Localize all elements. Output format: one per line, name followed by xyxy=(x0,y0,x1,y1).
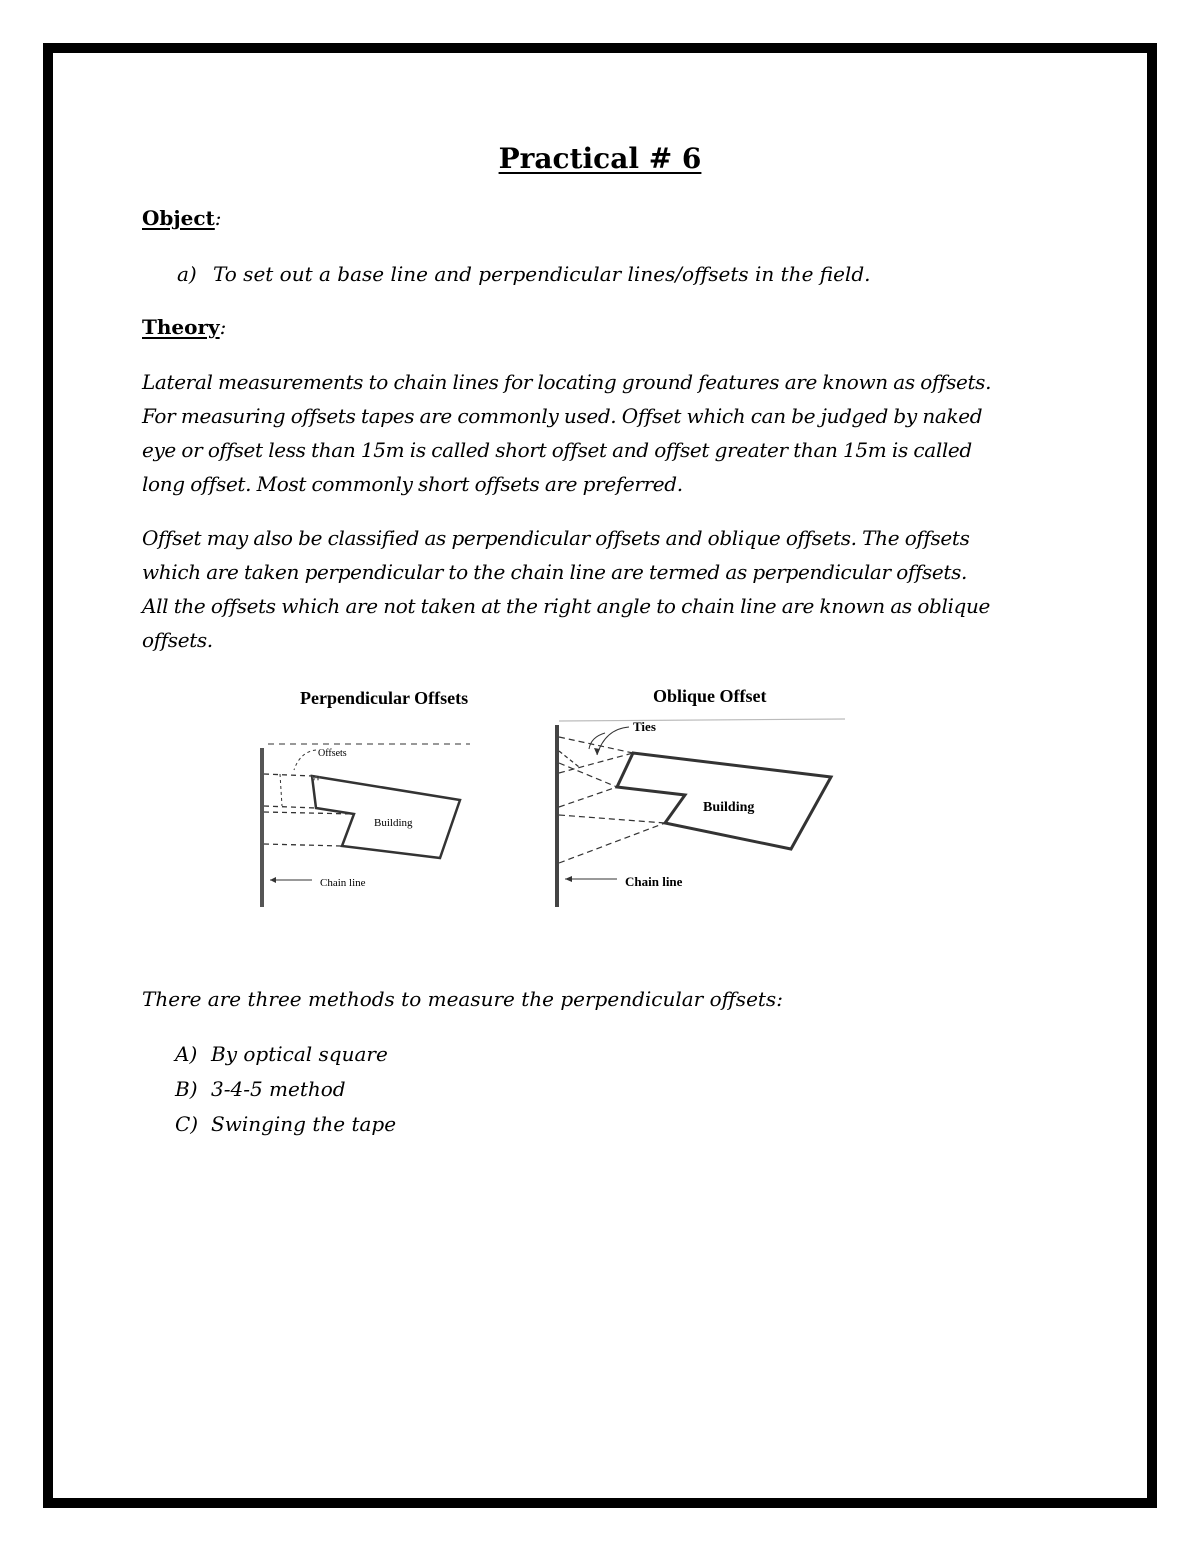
methods-intro: There are three methods to measure the perpendicular offsets: xyxy=(142,987,783,1011)
perpendicular-building-label: Building xyxy=(374,817,413,829)
theory-paragraph-1: Lateral measurements to chain lines for locating ground features are known as offsets. For measuring offsets tapes are commonly used. Offset which can be judged by naked eye or offset less than 15m is called short offset and offset greater than 15m is called long offset. Most commonly short offsets are preferred. xyxy=(142,370,992,496)
perpendicular-offsets-diagram xyxy=(250,730,480,915)
method-item-a: A) By optical square xyxy=(175,1042,388,1066)
perpendicular-offsets-label: Offsets xyxy=(318,748,347,759)
page-title: Practical # 6 xyxy=(498,142,702,175)
perpendicular-chain-label: Chain line xyxy=(320,877,366,889)
oblique-ties-label: Ties xyxy=(633,719,656,734)
oblique-offset-diagram xyxy=(545,715,850,915)
perpendicular-figure-title: Perpendicular Offsets xyxy=(300,688,469,708)
theory-heading: Theory: xyxy=(142,315,227,339)
method-item-b: B) 3-4-5 method xyxy=(175,1077,346,1101)
oblique-building-label: Building xyxy=(703,800,755,815)
theory-paragraph-2: Offset may also be classified as perpendicular offsets and oblique offsets. The offsets which are taken perpendicular to the chain line are termed as perpendicular offsets. All the offsets which are not taken at the right angle to chain line are known as oblique offsets. xyxy=(142,526,991,652)
oblique-chain-label: Chain line xyxy=(625,874,683,889)
method-item-c: C) Swinging the tape xyxy=(175,1112,397,1136)
oblique-figure-title: Oblique Offset xyxy=(653,686,767,706)
object-heading: Object: xyxy=(142,206,222,230)
object-item-a: a) To set out a base line and perpendicular lines/offsets in the field. xyxy=(177,262,871,286)
